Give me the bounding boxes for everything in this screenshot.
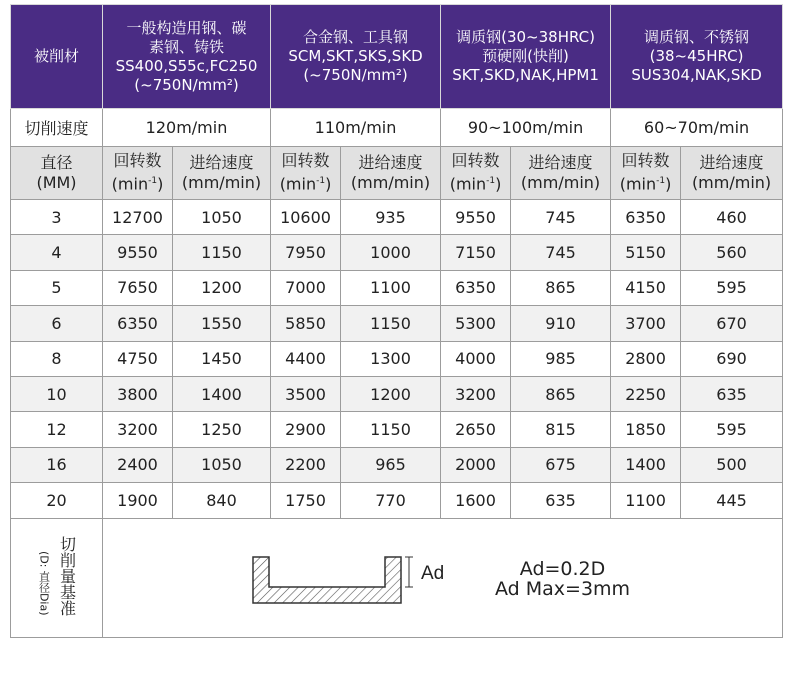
feed-header-line2: (mm/min): [350, 173, 431, 192]
table-row: [11, 412, 783, 447]
rpm-cell: 7150: [441, 235, 511, 270]
material-group-4-line2: (38~45HRC): [649, 47, 744, 65]
table-row: [11, 483, 783, 518]
table-row: [11, 341, 783, 376]
feed-cell: 595: [681, 270, 783, 305]
rpm-cell: 2900: [271, 412, 341, 447]
feed-header: [341, 147, 441, 200]
table-row: [11, 447, 783, 482]
material-group-4-line3: SUS304,NAK,SKD: [631, 66, 762, 84]
rpm-cell: 2250: [611, 376, 681, 411]
rpm-header-line2: $(\min^{-1})$: [619, 174, 672, 194]
diameter-cell: 16: [11, 447, 103, 482]
diameter-cell: 3: [11, 200, 103, 235]
feed-cell: 910: [511, 306, 611, 341]
data-rows: [11, 200, 783, 519]
material-group-1-line1: 一般构造用钢、碳: [126, 18, 247, 37]
feed-cell: 865: [511, 270, 611, 305]
rpm-cell: 4000: [441, 341, 511, 376]
rpm-cell: 3700: [611, 306, 681, 341]
feed-cell: 1000: [341, 235, 441, 270]
feed-header-line1: 进给速度: [528, 153, 593, 172]
feed-cell: 745: [511, 235, 611, 270]
feed-cell: 1300: [341, 341, 441, 376]
diameter-cell: 20: [11, 483, 103, 518]
feed-header-line1: 进给速度: [189, 153, 254, 172]
feed-cell: 840: [173, 483, 271, 518]
rpm-cell: 2800: [611, 341, 681, 376]
rpm-cell: 2650: [441, 412, 511, 447]
rpm-cell: 9550: [441, 200, 511, 235]
feed-cell: 1250: [173, 412, 271, 447]
depth-formula: [495, 559, 630, 599]
depth-of-cut-label-cell: [11, 518, 103, 637]
material-group-2-line2: SCM,SKT,SKS,SKD: [288, 47, 423, 65]
table-row: [11, 235, 783, 270]
rpm-cell: 6350: [441, 270, 511, 305]
feed-cell: 445: [681, 483, 783, 518]
groove-diagram-svg: [103, 519, 783, 637]
cutting-speed-row: [11, 109, 783, 147]
material-group-3-line1: 调质钢(30~38HRC): [456, 28, 595, 46]
feed-cell: 965: [341, 447, 441, 482]
diameter-cell: 10: [11, 376, 103, 411]
feed-cell: 1400: [173, 376, 271, 411]
rpm-header: [611, 147, 681, 200]
feed-cell: 500: [681, 447, 783, 482]
rpm-header-line2: $(\min^{-1})$: [111, 174, 164, 194]
rpm-header: [271, 147, 341, 200]
feed-cell: 670: [681, 306, 783, 341]
rpm-cell: 7650: [103, 270, 173, 305]
material-group-1-line2: 素钢、铸铁: [149, 37, 225, 56]
feed-cell: 935: [341, 200, 441, 235]
rpm-cell: 1750: [271, 483, 341, 518]
feed-cell: 985: [511, 341, 611, 376]
column-header-row: [11, 147, 783, 200]
material-group-1-line4: (~750N/mm²): [134, 75, 239, 94]
rpm-cell: 3500: [271, 376, 341, 411]
rpm-header-line2: $(\min^{-1})$: [449, 174, 502, 194]
feed-cell: 1150: [341, 412, 441, 447]
rpm-cell: 12700: [103, 200, 173, 235]
depth-formula-line2: Ad Max=3mm: [495, 577, 631, 600]
ad-dimension-label: Ad: [421, 562, 445, 584]
table-row: [11, 376, 783, 411]
cutting-conditions-table: [10, 4, 783, 638]
rpm-cell: 4150: [611, 270, 681, 305]
feed-cell: 770: [341, 483, 441, 518]
rpm-cell: 7950: [271, 235, 341, 270]
material-group-2-line3: (~750N/mm²): [303, 66, 408, 84]
feed-cell: 675: [511, 447, 611, 482]
material-group-1: [103, 5, 271, 109]
rpm-cell: 4400: [271, 341, 341, 376]
feed-header: [681, 147, 783, 200]
rpm-cell: 4750: [103, 341, 173, 376]
rpm-header-line1: 回转数: [281, 151, 330, 171]
material-header-row: [11, 5, 783, 109]
cutting-speed-value: 90~100m/min: [441, 109, 611, 147]
feed-cell: 595: [681, 412, 783, 447]
cutting-speed-label: 切削速度: [11, 109, 103, 147]
rpm-cell: 5850: [271, 306, 341, 341]
feed-header: [173, 147, 271, 200]
feed-cell: 1100: [341, 270, 441, 305]
material-group-3: [441, 5, 611, 109]
cutting-speed-value: 120m/min: [103, 109, 271, 147]
rpm-cell: 9550: [103, 235, 173, 270]
rpm-cell: 3200: [441, 376, 511, 411]
rpm-cell: 1100: [611, 483, 681, 518]
depth-diagram-cell: [103, 518, 783, 637]
rpm-cell: 2000: [441, 447, 511, 482]
material-group-1-line3: SS400,S55c,FC250: [115, 56, 258, 75]
rpm-cell: 1600: [441, 483, 511, 518]
feed-cell: 745: [511, 200, 611, 235]
rpm-cell: 5300: [441, 306, 511, 341]
feed-header-line2: (mm/min): [691, 173, 772, 192]
diameter-header: [11, 147, 103, 200]
feed-cell: 1200: [173, 270, 271, 305]
feed-header-line1: 进给速度: [358, 153, 423, 172]
feed-cell: 865: [511, 376, 611, 411]
diameter-header-line2: (MM): [36, 173, 77, 192]
feed-cell: 1200: [341, 376, 441, 411]
material-group-4: [611, 5, 783, 109]
material-group-2: [271, 5, 441, 109]
feed-cell: 1550: [173, 306, 271, 341]
depth-formula-line1: Ad=0.2D: [519, 557, 606, 580]
rpm-cell: 1900: [103, 483, 173, 518]
feed-header-line1: 进给速度: [699, 153, 764, 172]
depth-label: 切削量基准: [57, 535, 77, 616]
feed-cell: 690: [681, 341, 783, 376]
depth-note: (D: 直径Dia): [37, 550, 51, 616]
rpm-header: [103, 147, 173, 200]
material-group-3-line2: 预硬刚(快削): [482, 47, 569, 65]
feed-header: [511, 147, 611, 200]
diameter-cell: 4: [11, 235, 103, 270]
diameter-header-line1: 直径: [40, 153, 73, 172]
feed-cell: 560: [681, 235, 783, 270]
rpm-cell: 3200: [103, 412, 173, 447]
material-group-2-line1: 合金钢、工具钢: [303, 28, 409, 46]
rpm-header-line2: $(\min^{-1})$: [279, 174, 332, 194]
feed-cell: 635: [681, 376, 783, 411]
rpm-cell: 7000: [271, 270, 341, 305]
table-row: [11, 270, 783, 305]
rpm-cell: 2400: [103, 447, 173, 482]
rpm-header-line1: 回转数: [113, 151, 162, 171]
rpm-cell: 3800: [103, 376, 173, 411]
feed-cell: 1050: [173, 200, 271, 235]
rpm-header-line1: 回转数: [451, 151, 500, 171]
diameter-cell: 12: [11, 412, 103, 447]
feed-cell: 815: [511, 412, 611, 447]
rpm-cell: 1850: [611, 412, 681, 447]
diameter-cell: 8: [11, 341, 103, 376]
table-row: [11, 200, 783, 235]
feed-cell: 1150: [341, 306, 441, 341]
rpm-header: [441, 147, 511, 200]
workpiece-section: [253, 557, 401, 603]
table-row: [11, 306, 783, 341]
material-group-3-line3: SKT,SKD,NAK,HPM1: [452, 66, 599, 84]
rpm-cell: 5150: [611, 235, 681, 270]
feed-cell: 1450: [173, 341, 271, 376]
depth-diagram: [103, 519, 782, 637]
material-group-4-line1: 调质钢、不锈钢: [644, 28, 750, 46]
feed-header-line2: (mm/min): [520, 173, 601, 192]
cutting-table-container: [10, 4, 782, 638]
rpm-cell: 1400: [611, 447, 681, 482]
rpm-cell: 10600: [271, 200, 341, 235]
feed-cell: 1050: [173, 447, 271, 482]
rpm-cell: 2200: [271, 447, 341, 482]
cutting-speed-value: 110m/min: [271, 109, 441, 147]
rpm-header-line1: 回转数: [621, 151, 670, 171]
rpm-cell: 6350: [103, 306, 173, 341]
diameter-cell: 5: [11, 270, 103, 305]
cutting-speed-value: 60~70m/min: [611, 109, 783, 147]
feed-cell: 460: [681, 200, 783, 235]
material-label: 被削材: [11, 5, 103, 109]
feed-cell: 1150: [173, 235, 271, 270]
feed-cell: 635: [511, 483, 611, 518]
feed-header-line2: (mm/min): [181, 173, 262, 192]
depth-of-cut-row: [11, 518, 783, 637]
rpm-cell: 6350: [611, 200, 681, 235]
diameter-cell: 6: [11, 306, 103, 341]
